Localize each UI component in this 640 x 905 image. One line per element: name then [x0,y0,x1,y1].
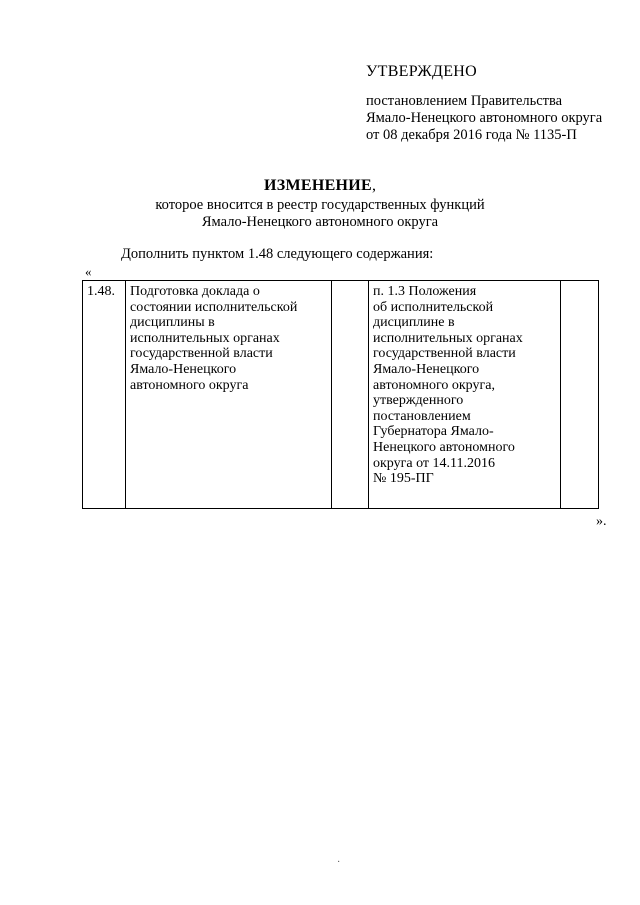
basis-line: государственной власти [373,346,516,362]
basis-line: Губернатора Ямало- [373,424,494,440]
function-line: состоянии исполнительской [130,299,298,315]
basis-cell [369,281,561,509]
approval-line: Ямало-Ненецкого автономного округа [366,110,603,126]
row-number: 1.48. [87,284,115,299]
function-line: Ямало-Ненецкого [130,361,237,377]
basis-line: п. 1.3 Положения [373,284,477,299]
registry-table [82,280,599,509]
function-line: исполнительных органах [130,330,280,346]
function-line: государственной власти [130,346,273,362]
approval-details [366,93,602,144]
function-line: автономного округа [130,377,249,393]
function-cell [126,281,332,509]
open-quote: « [85,264,92,279]
subtitle-line: Ямало-Ненецкого автономного округа [201,214,439,230]
table-row [83,281,599,509]
basis-line: Ненецкого автономного [373,439,515,455]
approval-heading: УТВЕРЖДЕНО [366,63,478,80]
document-subtitle [0,197,640,231]
title-main: ИЗМЕНЕНИЕ [263,177,373,194]
basis-line: утвержденного [373,393,464,409]
basis-line: Ямало-Ненецкого [373,361,480,377]
basis-line: дисциплине в [373,315,455,331]
function-line: дисциплины в [130,315,215,331]
intro-text: Дополнить пунктом 1.48 следующего содержания: [121,246,434,262]
basis-line: постановлением [373,408,471,424]
approval-line: постановлением Правительства [366,93,563,109]
scan-speck: · [337,857,341,868]
basis-line: округа от 14.11.2016 [373,455,495,471]
empty-cell [332,281,369,509]
basis-line: № 195-ПГ [373,471,434,487]
basis-line: исполнительных органах [373,330,523,346]
document-title [0,177,640,195]
empty-cell [561,281,599,509]
function-line: Подготовка доклада о [130,284,260,299]
basis-line: автономного округа, [373,377,495,393]
approval-line: от 08 декабря 2016 года № 1135-П [366,127,577,143]
basis-line: об исполнительской [373,299,494,315]
title-comma: , [372,177,377,194]
row-number-cell [83,281,126,509]
close-quote: ». [596,514,607,529]
subtitle-line: которое вносится в реестр государственных функций [155,197,485,213]
